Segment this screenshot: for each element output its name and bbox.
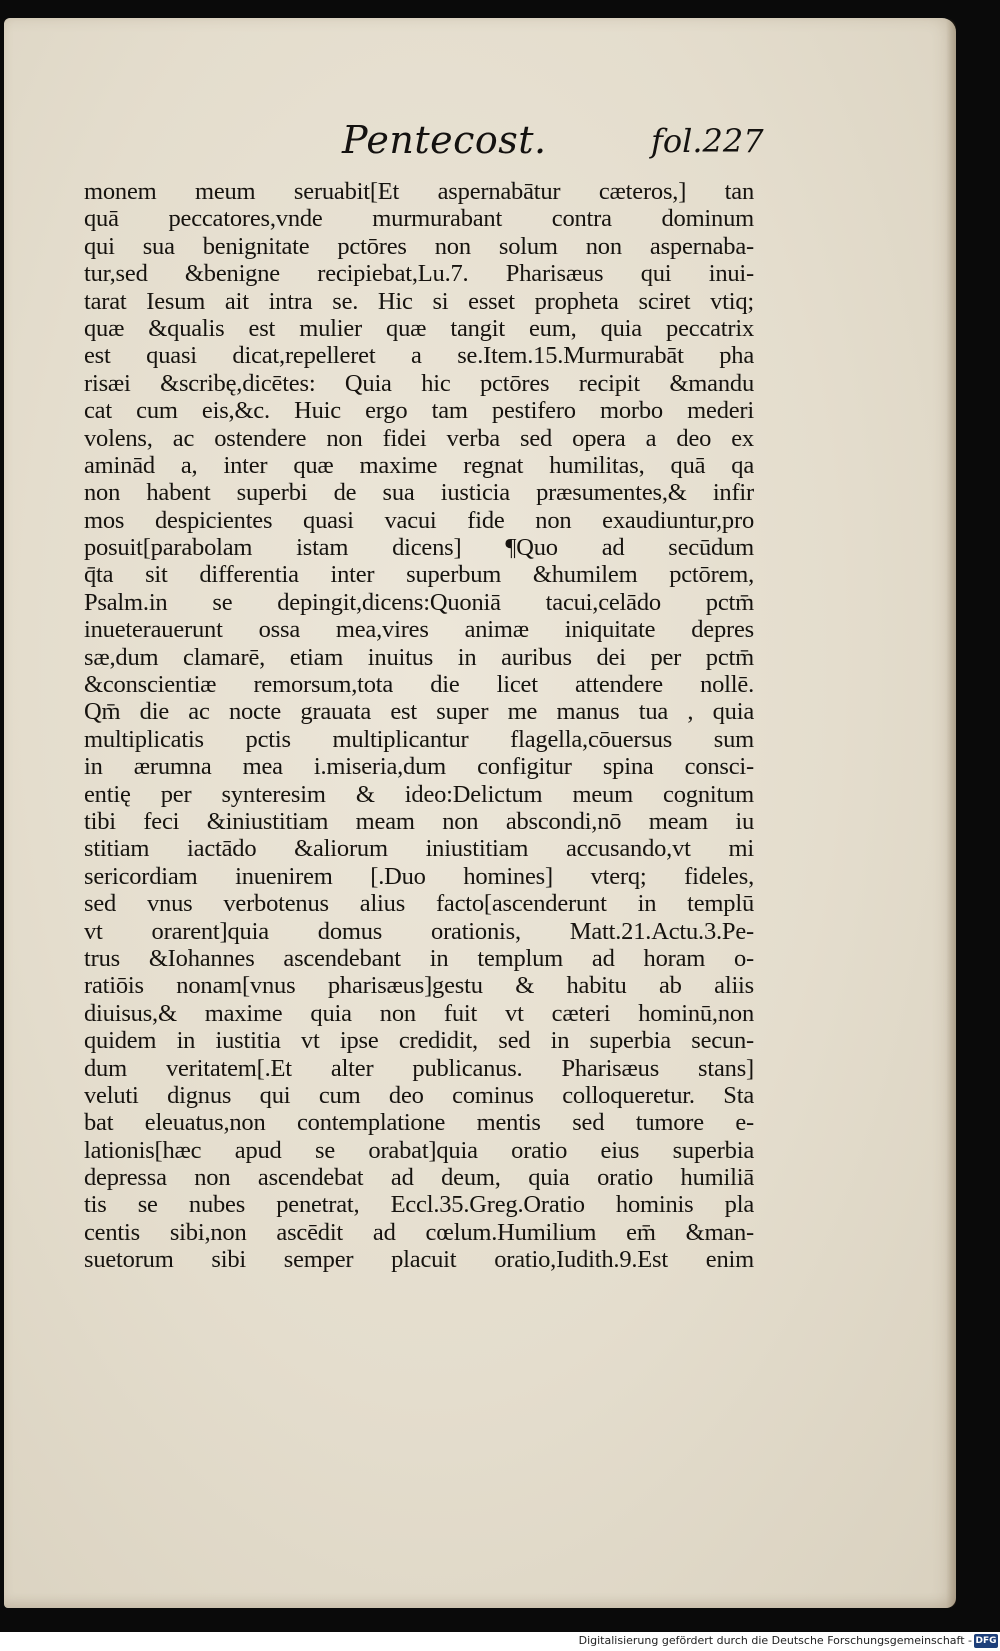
text-line: non habent superbi de sua iusticia præsumentes,& infir bbox=[84, 479, 754, 507]
text-line: risæi &scribę,dicētes: Quia hic pctōres recipit &mandu bbox=[84, 369, 754, 397]
folio-number: fol.227 bbox=[651, 122, 764, 160]
book-page bbox=[4, 18, 956, 1608]
body-text bbox=[84, 178, 754, 1274]
page-title: Pentecost. bbox=[342, 118, 547, 162]
text-line: quā peccatores,vnde murmurabant contra dominum bbox=[84, 205, 754, 233]
text-line: quæ &qualis est mulier quæ tangit eum, quia peccatrix bbox=[84, 314, 754, 342]
text-line: lationis[hæc apud se orabat]quia oratio eius superbia bbox=[84, 1136, 754, 1164]
text-line: cat cum eis,&c. Huic ergo tam pestifero morbo mederi bbox=[84, 397, 754, 425]
text-line: Qm̄ die ac nocte grauata est super me manus tua , quia bbox=[84, 698, 754, 726]
text-line: entię per synteresim & ideo:Delictum meum cognitum bbox=[84, 780, 754, 808]
digitization-credit-bar bbox=[0, 1632, 1000, 1651]
text-line: posuit[parabolam istam dicens] ¶Quo ad secūdum bbox=[84, 534, 754, 562]
text-line: qui sua benignitate pctōres non solum non aspernaba‑ bbox=[84, 232, 754, 260]
text-line: q̄ta sit differentia inter superbum &humilem pctōrem, bbox=[84, 561, 754, 589]
text-line: trus &Iohannes ascendebant in templum ad horam o‑ bbox=[84, 944, 754, 972]
text-line: vt orarent]quia domus orationis, Matt.21.Actu.3.Pe‑ bbox=[84, 917, 754, 945]
text-line: diuisus,& maxime quia non fuit vt cæteri hominū,non bbox=[84, 999, 754, 1027]
text-line: suetorum sibi semper placuit oratio,Iudith.9.Est enim bbox=[84, 1246, 754, 1274]
text-line: dum veritatem[.Et alter publicanus. Pharisæus stans] bbox=[84, 1054, 754, 1082]
text-line: monem meum seruabit[Et aspernabātur cæteros,] tan bbox=[84, 178, 754, 205]
text-line: centis sibi,non ascēdit ad cœlum.Humilium em̄ &man‑ bbox=[84, 1218, 754, 1246]
text-line: &conscientiæ remorsum,tota die licet attendere nollē. bbox=[84, 671, 754, 699]
text-line: sed vnus verbotenus alius facto[ascenderunt in templū bbox=[84, 890, 754, 918]
text-line: tur,sed &benigne recipiebat,Lu.7. Pharisæus qui inui‑ bbox=[84, 260, 754, 288]
text-line: in ærumna mea i.miseria,dum configitur spina consci‑ bbox=[84, 753, 754, 781]
text-line: est quasi dicat,repelleret a se.Item.15.Murmurabāt pha bbox=[84, 342, 754, 370]
text-line: multiplicatis pctis multiplicantur flagella,cōuersus sum bbox=[84, 725, 754, 753]
text-line: sæ,dum clamarē, etiam inuitus in auribus dei per pctm̄ bbox=[84, 643, 754, 671]
text-line: Psalm.in se depingit,dicens:Quoniā tacui,celādo pctm̄ bbox=[84, 588, 754, 616]
text-line: bat eleuatus,non contemplatione mentis sed tumore e‑ bbox=[84, 1109, 754, 1137]
text-line: sericordiam inuenirem [.Duo homines] vterq; fideles, bbox=[84, 862, 754, 890]
text-line: inueterauerunt ossa mea,vires animæ iniquitate depres bbox=[84, 616, 754, 644]
text-line: tis se nubes penetrat, Eccl.35.Greg.Oratio hominis pla bbox=[84, 1191, 754, 1219]
text-line: aminād a, inter quæ maxime regnat humilitas, quā qa bbox=[84, 451, 754, 479]
text-line: veluti dignus qui cum deo cominus colloqueretur. Sta bbox=[84, 1081, 754, 1109]
text-line: volens, ac ostendere non fidei verba sed opera a deo ex bbox=[84, 424, 754, 452]
text-line: tibi feci &iniustitiam meam non abscondi,nō meam iu bbox=[84, 807, 754, 835]
text-line: quidem in iustitia vt ipse credidit, sed in superbia secun‑ bbox=[84, 1027, 754, 1055]
text-line: depressa non ascendebat ad deum, quia oratio humiliā bbox=[84, 1164, 754, 1192]
dfg-logo-icon: DFG bbox=[975, 1636, 997, 1646]
text-line: ratiōis nonam[vnus pharisæus]gestu & habitu ab aliis bbox=[84, 972, 754, 1000]
running-head bbox=[4, 118, 956, 168]
text-line: stitiam iactādo &aliorum iniustitiam accusando,vt mi bbox=[84, 835, 754, 863]
credit-text: Digitalisierung gefördert durch die Deutsche Forschungsgemeinschaft - bbox=[578, 1634, 972, 1647]
text-line: tarat Iesum ait intra se. Hic si esset propheta sciret vtiq; bbox=[84, 287, 754, 315]
text-line: mos despicientes quasi vacui fide non exaudiuntur,pro bbox=[84, 506, 754, 534]
